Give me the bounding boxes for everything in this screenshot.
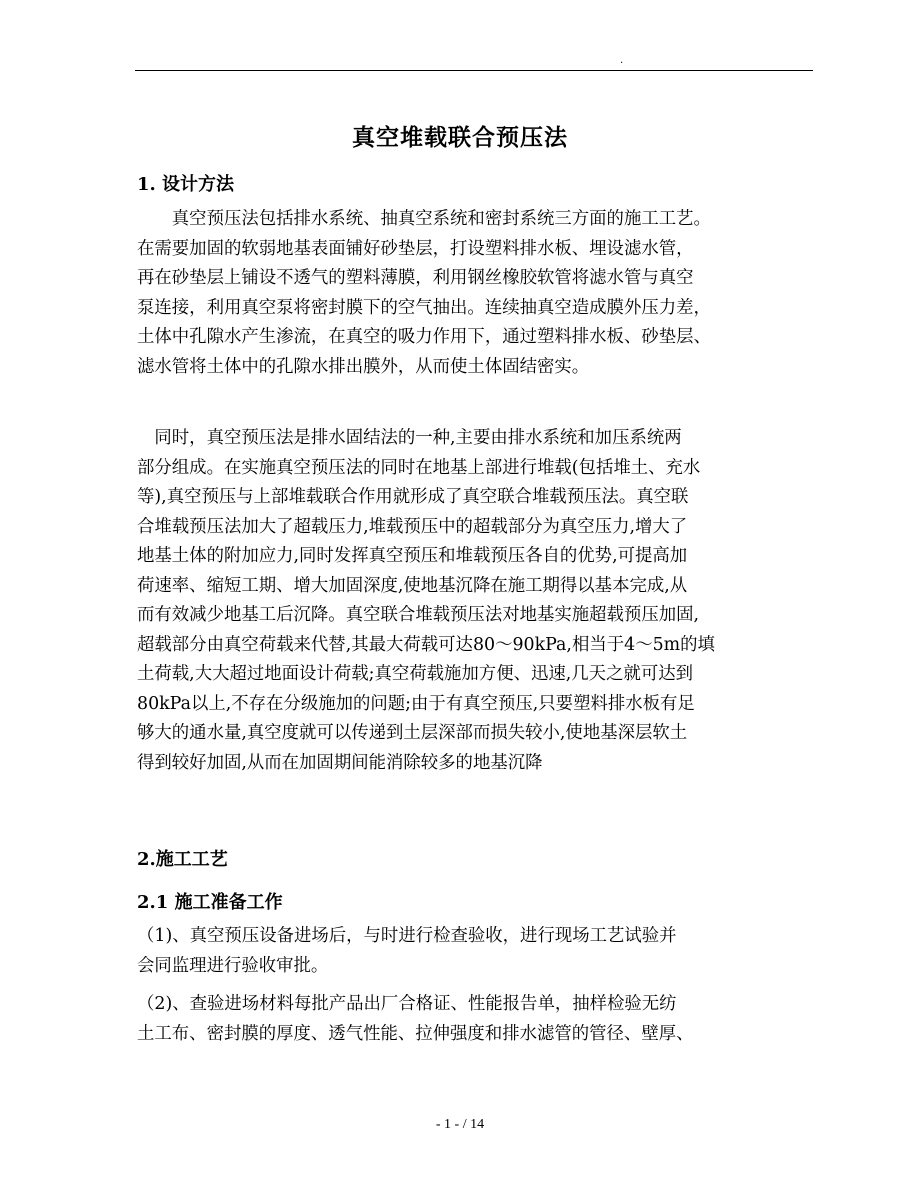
- paragraph-3: [137, 922, 817, 981]
- paragraph-line: 荷速率、缩短工期、增大加固深度,使地基沉降在施工期得以基本完成,从: [137, 575, 688, 596]
- page-title: 真空堆载联合预压法: [352, 124, 568, 151]
- paragraph-line: 在需要加固的软弱地基表面铺好砂垫层，打设塑料排水板、埋设滤水管，: [137, 238, 694, 259]
- paragraph-line: 再在砂垫层上铺设不透气的塑料薄膜，利用钢丝橡胶软管将滤水管与真空: [137, 268, 694, 288]
- paragraph-line: 够大的通水量,真空度就可以传递到土层深部而损失较小,使地基深层软土: [137, 723, 688, 743]
- paragraph-line: 等),真空预压与上部堆载联合作用就形成了真空联合堆载预压法。真空联: [137, 487, 689, 507]
- section-heading-2-1: 2.1 施工准备工作: [137, 892, 283, 913]
- paragraph-line: 同时，真空预压法是排水固结法的一种,主要由排水系统和加压系统两: [137, 428, 682, 448]
- paragraph-2: [137, 424, 817, 778]
- paragraph-line: （1)、真空预压设备进场后，与时进行检查验收，进行现场工艺试验并: [137, 926, 677, 946]
- paragraph-line: 地基土体的附加应力,同时发挥真空预压和堆载预压各自的优势,可提高加: [137, 546, 688, 566]
- paragraph-line: 泵连接，利用真空泵将密封膜下的空气抽出。连续抽真空造成膜外压力差，: [137, 297, 711, 318]
- paragraph-line: 滤水管将土体中的孔隙水排出膜外，从而使土体固结密实。: [137, 356, 590, 377]
- paragraph-4: [137, 990, 817, 1049]
- paragraph-line: 土工布、密封膜的厚度、透气性能、拉伸强度和排水滤管的管径、壁厚、: [137, 1023, 694, 1044]
- section-heading-2: 2.施工工艺: [137, 849, 228, 870]
- header-mark: .: [620, 55, 624, 66]
- paragraph-line: 部分组成。在实施真空预压法的同时在地基上部进行堆载(包括堆土、充水: [137, 457, 701, 478]
- page-number: - 1 - / 14: [435, 1117, 485, 1132]
- paragraph-line: 真空预压法包括排水系统、抽真空系统和密封系统三方面的施工工艺。: [137, 209, 711, 229]
- paragraph-line: 土体中孔隙水产生渗流，在真空的吸力作用下，通过塑料排水板、砂垫层、: [137, 327, 711, 347]
- header-rule: [135, 70, 813, 71]
- paragraph-1: [137, 205, 817, 382]
- paragraph-line: 土荷载,大大超过地面设计荷载;真空荷载施加方便、迅速,几天之就可达到: [137, 664, 694, 684]
- paragraph-line: （2)、查验进场材料每批产品出厂合格证、性能报告单，抽样检验无纺: [137, 994, 677, 1014]
- paragraph-line: 80kPa以上,不存在分级施加的问题;由于有真空预压,只要塑料排水板有足: [137, 693, 695, 714]
- paragraph-line: 而有效减少地基工后沉降。真空联合堆载预压法对地基实施超载预压加固,: [137, 605, 700, 625]
- paragraph-line: 会同监理进行验收审批。: [137, 955, 329, 976]
- paragraph-line: 得到较好加固,从而在加固期间能消除较多的地基沉降: [137, 752, 543, 773]
- paragraph-line: 超载部分由真空荷载来代替,其最大荷载可达80～90kPa,相当于4～5m的填: [137, 634, 715, 655]
- paragraph-line: 合堆载预压法加大了超载压力,堆载预压中的超载部分为真空压力,增大了: [137, 516, 688, 537]
- section-heading-1: 1. 设计方法: [137, 174, 235, 195]
